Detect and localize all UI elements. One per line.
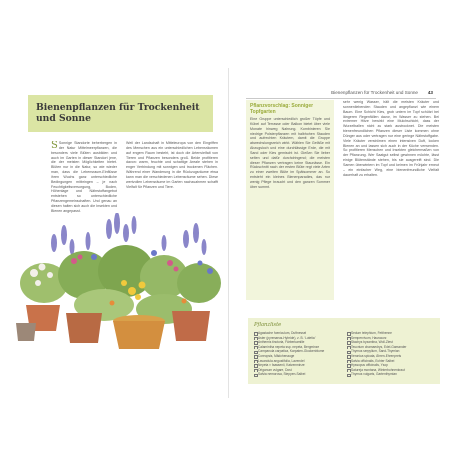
- potted-plants-illustration: [14, 213, 224, 363]
- plant-list-item: Nepeta × faassenii, Katzenminze: [254, 363, 341, 368]
- plant-list-item: Stachys byzantina, Woll-Ziest: [347, 340, 434, 345]
- plant-list-item: Thymus serpyllum, Sand-Thymian: [347, 349, 434, 354]
- body-text-2: Weil der Landschaft in Mitteleuropa von den Eingriffen des Menschen aus ein unterschiedlichen Lebensräumen auf engem Raum besteht, ist doch die Artenvielfalt von Tieren und Pflanzen besonders groß. Beide profitieren davon: warm, feuchte und schattige Areale stehen in enger Verbindung mit sonnigen und trockenen Flächen. Während einer Wanderung in die Rückzugsräume etwa kann man die verschiedenen Lebensräume sehen. Diese wertvollen Lebensräume im Garten nachzuahmen schafft Vielfalt für Pflanzen und Tiere.: [126, 141, 218, 189]
- body-text-1: Sonnige Standorte beherbergen in der Natur Mittelmeerpflanzen, die besonders viele Blüten ausbilden und auch im Garten in dieser Standort jene, die der meisten Möglichkeiten bietet. Blüten nur in die Natur, so wie wieder man, dass die Lebensraum-Einflüsse ihren Wuchs ganz unterschiedliche Bedingungen mitbringen – je nach Feuchtigkeitsversorgung, Boden, Höhenlage und Nährstoffangebot entstehen so unterschiedliche Pflanzengemeinschaften. Und genau an diesen halten sich auch die Insekten und Bienen angepasst.: [51, 141, 117, 213]
- plant-list-item: Teucrium chamaedrys, Edel-Gamander: [347, 345, 434, 350]
- plant-list-right: [347, 331, 434, 377]
- plant-list-item: Salvia nemorosa, Steppen-Salbei: [254, 372, 341, 377]
- sidebar-body: Eine Gruppe unterschiedlich großer Töpfe und Kübel auf Terrasse oder Balkon bietet über viele Monate hinweg Nahrung. Kombinieren Sie niedrige Polsterpflanzen mit halbhohen Stauden und aufrechten Kräutern, damit die Gruppe abwechslungsreich wirkt. Wählen Sie Gefäße mit Abzugsloch und eine durchlässige Erde, die mit Sand oder Kies gemischt ist. Gießen Sie lieber selten und dafür durchdringend; die meisten dieser Pflanzen vertragen keine Staunässe. Ein Rückschnitt nach der ersten Blüte regt viele Arten zu einer zweiten Blüte im Spätsommer an. So entsteht ein kleines Bienenparadies, das nur wenig Pflege braucht und den ganzen Sommer über summt.: [250, 117, 330, 189]
- plant-list-item: Lavandula angustifolia, Lavendel: [254, 359, 341, 364]
- plant-list-item: Veronica spicata, Ähren-Ehrenpreis: [347, 354, 434, 359]
- plant-list-item: Satureja montana, Winterbohnenkraut: [347, 368, 434, 373]
- plant-list-item: Thymus vulgaris, Gartenthymian: [347, 372, 434, 377]
- plant-list-item: Hyssopus officinalis, Ysop: [347, 363, 434, 368]
- sidebar-title: Pflanzvorschlag: Sonniger Topfgarten: [250, 103, 314, 115]
- planting-sidebar: [246, 100, 334, 300]
- page-title: Bienenpflanzen für Trockenheit und Sonne: [36, 102, 200, 124]
- plant-list-item: Sempervivum, Hauswurz: [347, 336, 434, 341]
- body-column-4: [343, 100, 439, 308]
- plant-list-left: [254, 331, 341, 377]
- plant-list-item: Origanum vulgare, Dost: [254, 368, 341, 373]
- title-band: [28, 95, 213, 132]
- plant-list-item: Salvia officinalis, Echter Salbei: [347, 359, 434, 364]
- running-head: [246, 87, 436, 99]
- plant-list-item: Campanula carpatica, Karpaten-Glockenblume: [254, 349, 341, 354]
- page-number: 43: [427, 90, 433, 95]
- plant-list-item: Aster (pyrenaeus-Hybride), z. B. ‘Lutetia’: [254, 336, 341, 341]
- plant-list-item: Sedum telephium, Fetthenne: [347, 331, 434, 336]
- plant-list-box: [248, 318, 440, 384]
- plant-list-item: Anthemis tinctoria, Färberkamille: [254, 340, 341, 345]
- body-column-2: [126, 141, 218, 213]
- plant-list-item: Coreopsis, Mädchenauge: [254, 354, 341, 359]
- plant-list-item: Agastache foeniculum, Duftnessel: [254, 331, 341, 336]
- plant-list-title: Pflanzliste: [254, 322, 282, 328]
- plant-list-item: Calamintha nepeta ssp. nepeta, Bergminze: [254, 345, 341, 350]
- drop-cap: S: [51, 141, 58, 151]
- running-head-title: Bienenpflanzen für Trockenheit und Sonne: [331, 90, 418, 95]
- body-text-4: sehr wenig Wasser, hält die meisten Kräuter und sonnenliebenden Stauden und angepflanzt wie einem Baum. Eine Schicht Kies, grob untern im Topf schützt bei längeren Regenfällen davor, im Wasser zu stehen. Bei extremer Hitze bewirkt eine Mulchschicht, dass der Wurzelballen nicht zu stark austrocknet. Die meisten bienenfreundlichen Pflanzen dieser Liste kommen ohne Dünger aus oder vertragen nur eine geringe Nährstoffgabe. Viele Kräuter verströmen einen intensiven Duft, locken Bienen an und lassen sich auch in der Küche verwenden. So profitieren Menschen und Insekten gleichermaßen von der Pflanzung. Wer Saatgut selbst gewinnen möchte, lässt einige Blütenstände stehen, bis sie ausgereift sind. Die Samen überwintern im Topf und keimen im Frühjahr erneut – ein einfacher Weg, eine bienenfreundliche Vielfalt dauerhaft zu erhalten.: [343, 100, 439, 177]
- page-gutter: [228, 68, 229, 398]
